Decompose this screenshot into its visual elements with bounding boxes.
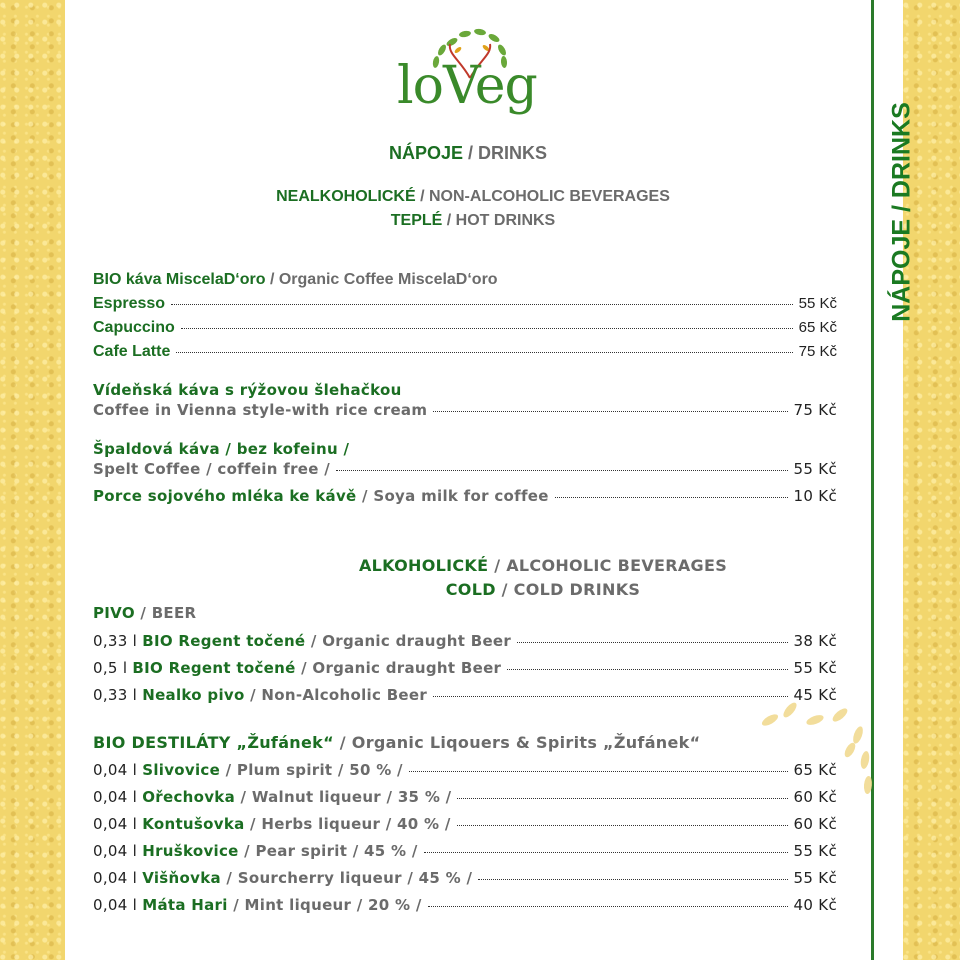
item-price: 75 Kč <box>793 401 837 419</box>
menu-item: 0,33 l BIO Regent točené / Organic draught Beer 38 Kč <box>93 632 837 650</box>
item-qty: 0,04 l <box>93 842 138 860</box>
item-qty: 0,04 l <box>93 896 138 914</box>
item-price: 75 Kč <box>798 343 837 360</box>
page-title <box>65 143 871 164</box>
item-price: 55 Kč <box>793 842 837 860</box>
vienna-title <box>93 380 402 400</box>
item-name: Cafe Latte <box>93 343 171 360</box>
beer-en: BEER <box>151 604 197 622</box>
item-name: Porce sojového mléka ke kávě <box>93 487 357 505</box>
beer-title: PIVO / BEER <box>93 604 197 622</box>
item-name-en: Plum spirit / 50 % / <box>236 761 403 779</box>
cold-cz: COLD <box>445 580 496 599</box>
hot-drinks-cz: TEPLÉ <box>390 212 443 229</box>
item-name-en: Herbs liqueur / 40 % / <box>261 815 451 833</box>
item-name-en: Organic draught Beer <box>312 659 502 677</box>
item-name: Spelt Coffee / coffein free / <box>93 460 331 478</box>
item-price: 55 Kč <box>793 869 837 887</box>
item-name: Máta Hari <box>142 896 228 914</box>
item-name-en: Mint liqueur / 20 % / <box>244 896 422 914</box>
alc-heading: ALKOHOLICKÉ / ALCOHOLIC BEVERAGES <box>358 556 728 575</box>
item-qty: 0,04 l <box>93 869 138 887</box>
item-price: 55 Kč <box>798 295 837 312</box>
logo-wordmark: loVeg <box>397 56 537 116</box>
item-name: Višňovka <box>142 869 221 887</box>
item-qty: 0,5 l <box>93 659 128 677</box>
nonalc-heading-cz: NEALKOHOLICKÉ <box>276 188 416 205</box>
spirits-en: Organic Liqouers & Spirits „Žufánek“ <box>351 733 701 752</box>
item-qty: 0,04 l <box>93 788 138 806</box>
menu-item <box>93 459 837 479</box>
coffee-title-cz: BIO káva MiscelaD‘oro <box>93 271 266 288</box>
item-price: 55 Kč <box>793 659 837 677</box>
coffee-title: BIO káva MiscelaD‘oro / Organic Coffee MiscelaD‘oro <box>93 271 498 288</box>
item-price: 40 Kč <box>793 896 837 914</box>
spelt-title <box>93 439 349 459</box>
side-title: NÁPOJE / DRINKS <box>887 102 916 322</box>
item-name: BIO Regent točené <box>132 659 296 677</box>
alc-heading-en: ALCOHOLIC BEVERAGES <box>506 556 728 575</box>
item-name-en: Soya milk for coffee <box>373 487 549 505</box>
item-price: 10 Kč <box>793 487 837 505</box>
item-name-en: Walnut liqueur / 35 % / <box>251 788 452 806</box>
nonalc-heading: NEALKOHOLICKÉ / NON-ALCOHOLIC BEVERAGES <box>276 188 670 205</box>
item-qty: 0,04 l <box>93 815 138 833</box>
item-name: Capuccino <box>93 319 175 336</box>
menu-item <box>93 318 837 338</box>
menu-item: 0,04 l Kontušovka / Herbs liqueur / 40 % / 60 Kč <box>93 815 837 833</box>
menu-item: 0,04 l Hruškovice / Pear spirit / 45 % / 55 Kč <box>93 842 837 860</box>
title-separator: / <box>463 143 479 163</box>
item-name-en: Pear spirit / 45 % / <box>255 842 418 860</box>
coffee-title-en: Organic Coffee MiscelaD‘oro <box>278 271 498 288</box>
menu-item: 0,04 l Ořechovka / Walnut liqueur / 35 % / 60 Kč <box>93 788 837 806</box>
item-name: Espresso <box>93 295 166 312</box>
menu-item <box>93 294 837 314</box>
item-price: 55 Kč <box>793 460 837 478</box>
hot-drinks-en: HOT DRINKS <box>455 212 556 229</box>
item-name: Slivovice <box>142 761 221 779</box>
menu-item: 0,5 l BIO Regent točené / Organic draught Beer 55 Kč <box>93 659 837 677</box>
item-price: 38 Kč <box>793 632 837 650</box>
cold-en: COLD DRINKS <box>513 580 641 599</box>
item-qty: 0,04 l <box>93 761 138 779</box>
spelt-cz: Špaldová káva / bez kofeinu / <box>93 440 350 458</box>
item-qty: 0,33 l <box>93 632 138 650</box>
beer-cz: PIVO <box>93 604 135 622</box>
item-name: Nealko pivo <box>142 686 245 704</box>
item-name-en: Sourcherry liqueur / 45 % / <box>237 869 473 887</box>
item-name-en: Non-Alcoholic Beer <box>261 686 428 704</box>
title-cz: NÁPOJE <box>388 143 463 163</box>
spirits-cz: BIO DESTILÁTY „Žufánek“ <box>93 733 334 752</box>
item-name: Ořechovka <box>142 788 235 806</box>
nonalc-heading-en: NON-ALCOHOLIC BEVERAGES <box>429 188 670 205</box>
item-name: Coffee in Vienna style-with rice cream <box>93 401 428 419</box>
alc-heading-cz: ALKOHOLICKÉ <box>358 556 489 575</box>
menu-item: Porce sojového mléka ke kávě / Soya milk for coffee 10 Kč <box>93 487 837 505</box>
menu-item: 0,33 l Nealko pivo / Non-Alcoholic Beer 45 Kč <box>93 686 837 704</box>
item-name: Hruškovice <box>142 842 239 860</box>
item-name-en: Organic draught Beer <box>322 632 512 650</box>
item-name: Kontušovka <box>142 815 245 833</box>
item-price: 45 Kč <box>793 686 837 704</box>
item-name: BIO Regent točené <box>142 632 306 650</box>
menu-item <box>93 342 837 362</box>
item-price: 60 Kč <box>793 788 837 806</box>
item-qty: 0,33 l <box>93 686 138 704</box>
title-en: DRINKS <box>478 143 548 163</box>
spirits-title: BIO DESTILÁTY „Žufánek“ / Organic Liqouers & Spirits „Žufánek“ <box>93 733 701 752</box>
textured-background-left <box>0 0 65 960</box>
hot-drinks-heading: TEPLÉ / HOT DRINKS <box>390 212 556 229</box>
item-price: 65 Kč <box>793 761 837 779</box>
vienna-cz: Vídeňská káva s rýžovou šlehačkou <box>93 381 402 399</box>
item-price: 60 Kč <box>793 815 837 833</box>
item-price: 65 Kč <box>798 319 837 336</box>
menu-item: 0,04 l Višňovka / Sourcherry liqueur / 45 % / 55 Kč <box>93 869 837 887</box>
menu-item: 0,04 l Máta Hari / Mint liqueur / 20 % / 40 Kč <box>93 896 837 914</box>
menu-item <box>93 400 837 420</box>
cold-drinks-heading: COLD / COLD DRINKS <box>445 580 641 599</box>
menu-item: 0,04 l Slivovice / Plum spirit / 50 % / 65 Kč <box>93 761 837 779</box>
